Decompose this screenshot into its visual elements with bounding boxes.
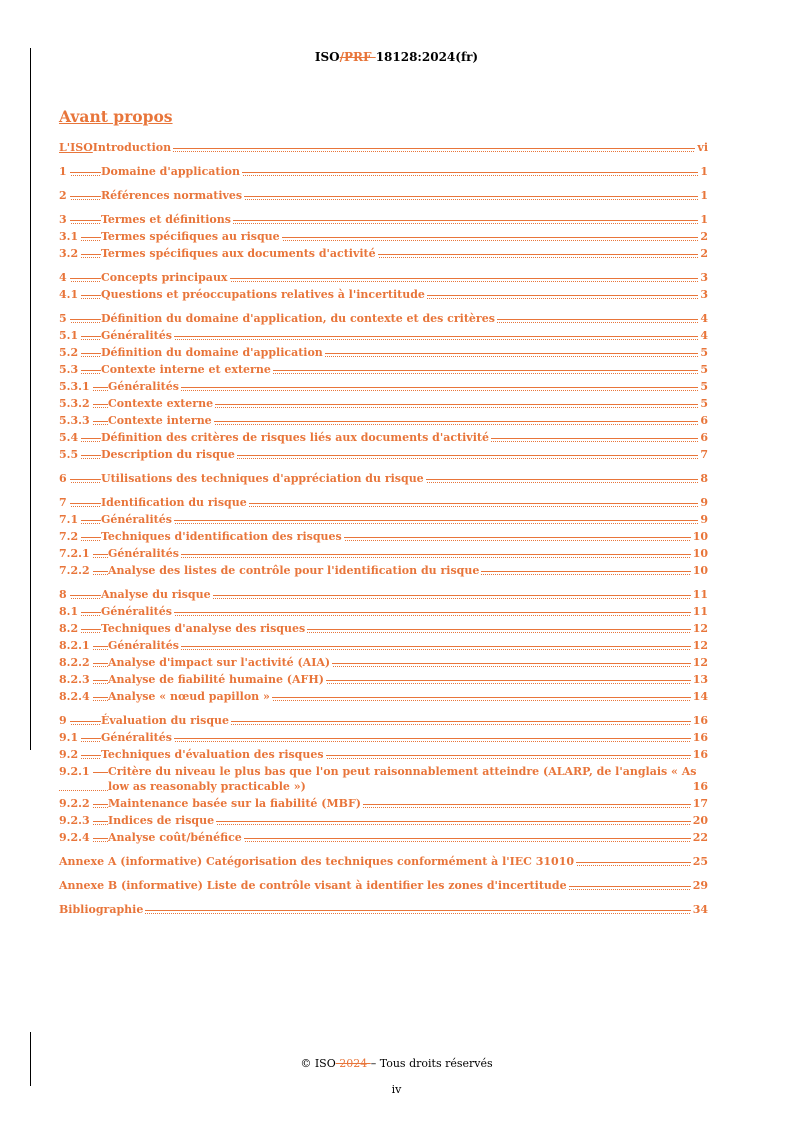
toc-title — [101, 746, 326, 763]
toc-number: 5.4 — [59, 429, 81, 446]
footer — [0, 1057, 793, 1070]
toc-page: 5 — [700, 397, 708, 410]
toc-title-text: Techniques d'analyse des risques — [101, 622, 306, 635]
toc-title — [101, 163, 242, 180]
toc-title — [101, 269, 230, 286]
toc-entry[interactable] — [59, 211, 708, 228]
toc-title — [101, 361, 273, 378]
toc-title — [101, 446, 237, 463]
toc-number: 3 — [59, 211, 70, 228]
toc-number: 1 — [59, 163, 70, 180]
toc-page: 4 — [700, 312, 708, 325]
toc-page: 7 — [700, 448, 708, 461]
toc-title-text: Généralités — [101, 513, 172, 526]
toc-number: 9.2 — [59, 746, 81, 763]
toc-title — [108, 378, 181, 395]
toc-title — [108, 829, 244, 846]
toc-title — [101, 211, 233, 228]
header-code: 18128:2024(fr) — [375, 50, 479, 64]
toc-entry[interactable] — [59, 562, 708, 579]
toc-number: 5.3 — [59, 361, 81, 378]
toc-title — [59, 853, 576, 870]
toc-title — [59, 877, 569, 894]
toc-title-text: Annexe B (informative) Liste de contrôle visant à identifier les zones d'incertitude — [59, 879, 567, 892]
toc-title-text: Termes spécifiques au risque — [101, 230, 280, 243]
toc-number: 5.2 — [59, 344, 81, 361]
toc-title — [101, 620, 307, 637]
toc-page: 2 — [700, 247, 708, 260]
toc-page: 29 — [692, 879, 708, 892]
toc-title — [101, 327, 174, 344]
toc-title-text: Références normatives — [101, 189, 243, 202]
toc-entry[interactable] — [59, 877, 708, 894]
toc-number: 4 — [59, 269, 70, 286]
toc-title — [108, 688, 272, 705]
toc-page: 1 — [700, 165, 708, 178]
toc-title-text: Généralités — [101, 605, 172, 618]
toc-title-text: Généralités — [108, 547, 179, 560]
toc-number: 8.2 — [59, 620, 81, 637]
toc-number: 7.2.1 — [59, 545, 93, 562]
toc-title — [108, 637, 181, 654]
toc-title — [108, 812, 216, 829]
toc-entry[interactable] — [59, 812, 708, 829]
toc-title-text: Généralités — [101, 329, 172, 342]
toc-title-text: Utilisations des techniques d'appréciation du risque — [101, 472, 424, 485]
toc-number: 5.1 — [59, 327, 81, 344]
toc-title — [108, 412, 214, 429]
toc-title — [101, 187, 244, 204]
toc-page: 34 — [692, 903, 708, 916]
toc-title-text: Évaluation du risque — [101, 714, 230, 727]
toc-entry[interactable] — [59, 395, 708, 412]
toc-entry[interactable] — [59, 637, 708, 654]
toc-entry[interactable] — [59, 187, 708, 204]
toc-page: 14 — [692, 690, 708, 703]
toc-page: 5 — [700, 363, 708, 376]
toc-title — [108, 654, 332, 671]
toc-entry[interactable] — [59, 729, 708, 746]
toc-number: 5 — [59, 310, 70, 327]
toc-page: 4 — [700, 329, 708, 342]
toc-number: 6 — [59, 470, 70, 487]
toc-entry[interactable] — [59, 378, 708, 395]
toc-title-text: Questions et préoccupations relatives à l'incertitude — [101, 288, 425, 301]
toc-title — [101, 310, 497, 327]
toc-title-text: Annexe A (informative) Catégorisation des techniques conformément à l'IEC 31010 — [59, 855, 575, 868]
toc-title — [101, 286, 427, 303]
toc-title-text: Bibliographie — [59, 903, 144, 916]
toc-page: 25 — [692, 855, 708, 868]
toc-page: 10 — [692, 547, 708, 560]
toc-title-text: Analyse du risque — [101, 588, 211, 601]
toc-title-text: Contexte interne — [108, 414, 212, 427]
toc-page: vi — [697, 141, 708, 154]
toc-title — [108, 671, 326, 688]
toc-page: 9 — [700, 496, 708, 509]
toc-title-text: Critère du niveau le plus bas que l'on peut raisonnablement atteindre (ALARP, de l'anglais « As low as reasonably practicable ») — [108, 765, 697, 793]
toc-title-text: Définition des critères de risques liés aux documents d'activité — [101, 431, 489, 444]
document-header — [0, 50, 793, 64]
toc-number: 8.2.4 — [59, 688, 93, 705]
toc-title — [101, 603, 174, 620]
toc-page: 17 — [692, 797, 708, 810]
toc-entry[interactable] — [59, 228, 708, 245]
toc-entry[interactable] — [59, 446, 708, 463]
toc-entry[interactable] — [59, 511, 708, 528]
toc-title-text: Contexte externe — [108, 397, 214, 410]
toc-entry[interactable] — [59, 586, 708, 603]
toc-page: 6 — [700, 414, 708, 427]
toc-title — [101, 712, 231, 729]
toc-entry[interactable] — [59, 654, 708, 671]
toc-title-text: Domaine d'application — [101, 165, 240, 178]
toc-title-text: Description du risque — [101, 448, 235, 461]
toc-entry[interactable] — [59, 671, 708, 688]
toc-number: 9.2.4 — [59, 829, 93, 846]
toc-page: 22 — [692, 831, 708, 844]
toc-page: 12 — [692, 656, 708, 669]
toc-number: 2 — [59, 187, 70, 204]
toc-page: 12 — [692, 639, 708, 652]
toc-title-text: Généralités — [108, 639, 179, 652]
toc-number: 8 — [59, 586, 70, 603]
toc-entry[interactable] — [59, 429, 708, 446]
footer-rights: – Tous droits réservés — [370, 1057, 493, 1070]
toc-title — [101, 344, 325, 361]
toc-entry[interactable] — [59, 712, 708, 729]
toc-title-text: Indices de risque — [108, 814, 215, 827]
toc-title-text: Analyse des listes de contrôle pour l'identification du risque — [108, 564, 480, 577]
toc-title-text: Identification du risque — [101, 496, 247, 509]
toc-title — [101, 729, 174, 746]
toc-number: 5.3.3 — [59, 412, 93, 429]
toc-page: 10 — [692, 564, 708, 577]
footer-copyright: © ISO — [300, 1057, 336, 1070]
toc-page: 20 — [692, 814, 708, 827]
toc-title-text: Contexte interne et externe — [101, 363, 271, 376]
toc-title-text: Analyse de fiabilité humaine (AFH) — [108, 673, 324, 686]
toc-title-text: Introduction — [92, 141, 172, 154]
toc-title-text: Généralités — [101, 731, 172, 744]
toc-title — [59, 139, 173, 156]
toc-title — [101, 429, 491, 446]
toc-number: 7.2 — [59, 528, 81, 545]
toc-number: 8.1 — [59, 603, 81, 620]
toc-title-text: Généralités — [108, 380, 179, 393]
toc-page: 11 — [692, 588, 708, 601]
toc-number: 9.2.2 — [59, 795, 93, 812]
toc-title — [101, 511, 174, 528]
toc-title — [108, 562, 481, 579]
toc-title — [101, 494, 249, 511]
toc-entry[interactable] — [59, 528, 708, 545]
change-bar-top — [30, 48, 31, 750]
page-number: iv — [391, 1083, 402, 1096]
toc-number: 5.3.2 — [59, 395, 93, 412]
toc-entry[interactable] — [59, 901, 708, 918]
toc-title — [101, 528, 344, 545]
toc-inserted-text: L'ISO — [59, 141, 93, 154]
toc-entry[interactable] — [59, 829, 708, 846]
table-of-contents — [59, 139, 708, 918]
toc-entry[interactable] — [59, 286, 708, 303]
toc-page: 5 — [700, 346, 708, 359]
toc-entry[interactable] — [59, 763, 708, 795]
toc-page: 16 — [692, 714, 708, 727]
toc-number: 8.2.3 — [59, 671, 93, 688]
toc-number: 9.1 — [59, 729, 81, 746]
toc-title-text: Analyse « nœud papillon » — [108, 690, 270, 703]
toc-title-text: Définition du domaine d'application, du contexte et des critères — [101, 312, 495, 325]
toc-title-text: Analyse coût/bénéfice — [108, 831, 242, 844]
toc-number: 9 — [59, 712, 70, 729]
toc-entry[interactable] — [59, 344, 708, 361]
dot-leader — [59, 913, 708, 914]
toc-title-text: Maintenance basée sur la fiabilité (MBF) — [108, 797, 361, 810]
toc-title-text: Techniques d'identification des risques — [101, 530, 342, 543]
toc-title — [101, 586, 213, 603]
toc-entry[interactable] — [59, 620, 708, 637]
toc-number: 3.1 — [59, 228, 81, 245]
toc-page: 12 — [692, 622, 708, 635]
toc-title — [108, 545, 181, 562]
toc-page: 5 — [700, 380, 708, 393]
toc-title-text: Termes spécifiques aux documents d'activité — [101, 247, 376, 260]
toc-number: 5.3.1 — [59, 378, 93, 395]
toc-number: 7.1 — [59, 511, 81, 528]
toc-number: 9.2.3 — [59, 812, 93, 829]
toc-page: 1 — [700, 189, 708, 202]
toc-title — [101, 245, 378, 262]
toc-number: 8.2.2 — [59, 654, 93, 671]
toc-page: 10 — [692, 530, 708, 543]
toc-page: 9 — [700, 513, 708, 526]
toc-title-text: Analyse d'impact sur l'activité (AIA) — [108, 656, 331, 669]
toc-title — [59, 901, 145, 918]
toc-title — [108, 764, 710, 794]
toc-number: 7 — [59, 494, 70, 511]
toc-entry[interactable] — [59, 470, 708, 487]
strikethrough-line — [59, 910, 708, 911]
toc-entry[interactable] — [59, 310, 708, 327]
toc-entry[interactable] — [59, 545, 708, 562]
toc-title — [101, 228, 282, 245]
toc-number: 3.2 — [59, 245, 81, 262]
toc-title-text: Définition du domaine d'application — [101, 346, 323, 359]
toc-page: 16 — [692, 780, 708, 793]
toc-title — [108, 395, 215, 412]
toc-title — [108, 795, 363, 812]
header-deleted: /PRF — [339, 50, 376, 64]
header-prefix: ISO — [314, 50, 340, 64]
toc-page: 3 — [700, 271, 708, 284]
toc-title-text: Concepts principaux — [101, 271, 228, 284]
foreword-title[interactable]: Avant propos — [59, 107, 173, 126]
toc-entry[interactable] — [59, 746, 708, 763]
toc-page: 6 — [700, 431, 708, 444]
toc-page: 2 — [700, 230, 708, 243]
toc-page: 1 — [700, 213, 708, 226]
toc-page: 8 — [700, 472, 708, 485]
toc-entry[interactable] — [59, 853, 708, 870]
toc-entry[interactable] — [59, 603, 708, 620]
toc-entry[interactable] — [59, 139, 708, 156]
toc-page: 13 — [692, 673, 708, 686]
toc-entry[interactable] — [59, 795, 708, 812]
toc-number: 5.5 — [59, 446, 81, 463]
toc-title-text: Termes et définitions — [101, 213, 231, 226]
toc-number: 8.2.1 — [59, 637, 93, 654]
toc-entry[interactable] — [59, 494, 708, 511]
toc-entry[interactable] — [59, 361, 708, 378]
toc-page: 16 — [692, 748, 708, 761]
toc-title — [101, 470, 426, 487]
toc-entry[interactable] — [59, 327, 708, 344]
footer-deleted: 2024 — [335, 1057, 371, 1070]
toc-number: 7.2.2 — [59, 562, 93, 579]
toc-entry[interactable] — [59, 269, 708, 286]
toc-number: 9.2.1 — [59, 763, 93, 780]
toc-entry[interactable] — [59, 412, 708, 429]
toc-entry[interactable] — [59, 245, 708, 262]
toc-entry[interactable] — [59, 163, 708, 180]
toc-entry[interactable] — [59, 688, 708, 705]
toc-number: 4.1 — [59, 286, 81, 303]
toc-page: 16 — [692, 731, 708, 744]
toc-page: 11 — [692, 605, 708, 618]
toc-page: 3 — [700, 288, 708, 301]
toc-title-text: Techniques d'évaluation des risques — [101, 748, 324, 761]
